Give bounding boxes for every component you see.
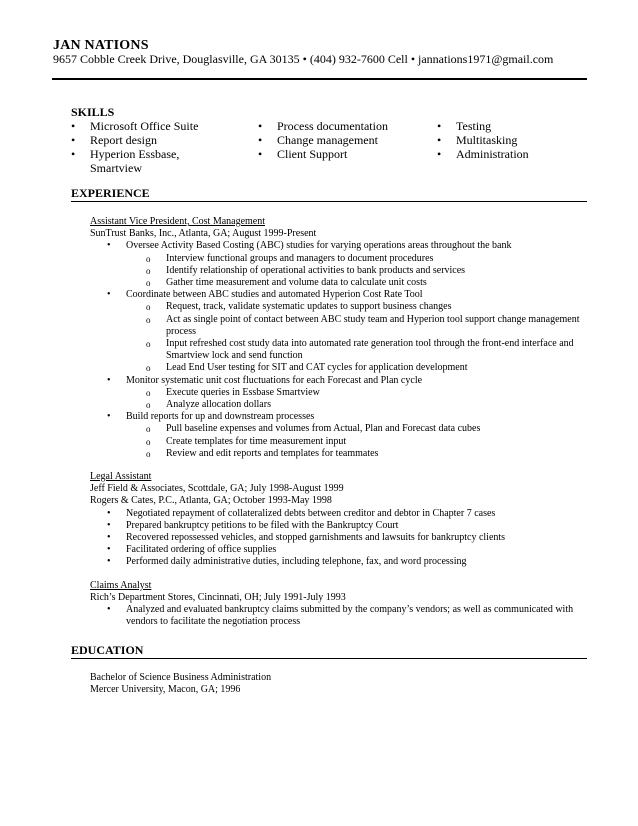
job-bullet bbox=[90, 240, 580, 252]
bullet-glyph: • bbox=[107, 544, 111, 556]
job-sub-bullet bbox=[90, 436, 580, 448]
job-bullet bbox=[90, 532, 580, 544]
sub-bullet-text: Create templates for time measurement input bbox=[166, 435, 347, 447]
bullet-text: Analyzed and evaluated bankruptcy claims submitted by the company’s vendors; as well as communicated with vendors to facilitate the negotiation process bbox=[126, 604, 574, 628]
job-title: Claims Analyst bbox=[90, 579, 152, 591]
job-sub-bullet bbox=[90, 265, 580, 277]
job-company: SunTrust Banks, Inc., Atlanta, GA; August 1999-Present bbox=[90, 228, 317, 240]
job-company: Rich’s Department Stores, Cincinnati, OH; July 1991-July 1993 bbox=[90, 591, 346, 603]
bullet-glyph: • bbox=[107, 374, 111, 386]
sub-bullet-text: Pull baseline expenses and volumes from Actual, Plan and Forecast data cubes bbox=[166, 423, 481, 435]
bullet-glyph: • bbox=[107, 532, 111, 544]
sub-bullet-glyph: o bbox=[146, 448, 151, 459]
job-bullet bbox=[90, 289, 580, 301]
sub-bullet-glyph: o bbox=[146, 278, 151, 289]
skill-item: • Report design bbox=[71, 133, 221, 147]
sub-bullet-text: Request, track, validate systematic updates to support business changes bbox=[166, 301, 452, 313]
bullet-glyph: • bbox=[107, 411, 111, 423]
job-bullet bbox=[90, 604, 580, 628]
education-divider bbox=[71, 658, 587, 659]
bullet-glyph: • bbox=[107, 519, 111, 531]
sub-bullet-text: Analyze allocation dollars bbox=[166, 399, 271, 411]
skills-heading: SKILLS bbox=[71, 105, 115, 119]
sub-bullet-text: Execute queries in Essbase Smartview bbox=[166, 386, 320, 398]
job-sub-bullet bbox=[90, 362, 580, 374]
sub-bullet-text: Gather time measurement and volume data to calculate unit costs bbox=[166, 277, 427, 289]
sub-bullet-glyph: o bbox=[146, 400, 151, 411]
job-sub-bullet bbox=[90, 338, 580, 362]
job-company: Rogers & Cates, P.C., Atlanta, GA; October 1993-May 1998 bbox=[90, 495, 332, 507]
bullet-glyph: • bbox=[107, 556, 111, 568]
job-bullet bbox=[90, 520, 580, 532]
bullet-text: Build reports for up and downstream processes bbox=[126, 411, 315, 423]
sub-bullet-glyph: o bbox=[146, 339, 151, 350]
bullet-text: Coordinate between ABC studies and automated Hyperion Cost Rate Tool bbox=[126, 289, 423, 301]
job-company: Jeff Field & Associates, Scottdale, GA; July 1998-August 1999 bbox=[90, 483, 344, 495]
sub-bullet-glyph: o bbox=[146, 302, 151, 313]
degree: Bachelor of Science Business Administration bbox=[90, 672, 272, 683]
sub-bullet-glyph: o bbox=[146, 363, 151, 374]
header-divider bbox=[52, 78, 587, 80]
skill-item: • Process documentation bbox=[258, 119, 418, 133]
sub-bullet-glyph: o bbox=[146, 424, 151, 435]
school: Mercer University, Macon, GA; 1996 bbox=[90, 684, 241, 696]
sub-bullet-glyph: o bbox=[146, 387, 151, 398]
sub-bullet-text: Review and edit reports and templates for teammates bbox=[166, 447, 379, 459]
bullet-text: Oversee Activity Based Costing (ABC) studies for varying operations areas throughout the bank bbox=[126, 240, 512, 252]
skill-item: • Change management bbox=[258, 133, 418, 147]
job-sub-bullet bbox=[90, 399, 580, 411]
job-bullet bbox=[90, 556, 580, 568]
skill-item: • Testing bbox=[437, 119, 577, 133]
skills-column-3 bbox=[437, 119, 577, 161]
bullet-text: Recovered repossessed vehicles, and stopped garnishments and lawsuits for bankruptcy clients bbox=[126, 532, 506, 544]
bullet-glyph: • bbox=[107, 240, 111, 252]
skill-item: • Microsoft Office Suite bbox=[71, 119, 221, 133]
skill-item: • Hyperion Essbase, Smartview bbox=[71, 147, 210, 175]
job-sub-bullet bbox=[90, 448, 580, 460]
experience-divider bbox=[71, 201, 587, 202]
candidate-name: JAN NATIONS bbox=[53, 38, 149, 53]
education-content bbox=[90, 672, 580, 696]
job-title: Legal Assistant bbox=[90, 471, 152, 483]
contact-line: 9657 Cobble Creek Drive, Douglasville, GA 30135 • (404) 932-7600 Cell • jannations1971@gmail.com bbox=[53, 52, 554, 66]
skill-item: • Client Support bbox=[258, 147, 418, 161]
sub-bullet-text: Act as single point of contact between ABC study team and Hyperion tool support change management process bbox=[166, 313, 580, 337]
sub-bullet-text: Interview functional groups and managers to document procedures bbox=[166, 252, 434, 264]
bullet-glyph: • bbox=[107, 604, 111, 616]
skill-item: • Multitasking bbox=[437, 133, 577, 147]
job-sub-bullet bbox=[90, 314, 580, 338]
sub-bullet-glyph: o bbox=[146, 314, 151, 325]
bullet-glyph: • bbox=[107, 289, 111, 301]
sub-bullet-text: Input refreshed cost study data into automated rate generation tool through the front-end interface and Smartview lock and send function bbox=[166, 338, 574, 362]
experience-content bbox=[90, 216, 580, 629]
experience-heading: EXPERIENCE bbox=[71, 186, 150, 200]
education-heading: EDUCATION bbox=[71, 643, 144, 657]
job-bullet bbox=[90, 375, 580, 387]
bullet-glyph: • bbox=[107, 507, 111, 519]
bullet-text: Prepared bankruptcy petitions to be filed with the Bankruptcy Court bbox=[126, 519, 399, 531]
bullet-text: Facilitated ordering of office supplies bbox=[126, 544, 277, 556]
sub-bullet-glyph: o bbox=[146, 253, 151, 264]
job-sub-bullet bbox=[90, 301, 580, 313]
sub-bullet-glyph: o bbox=[146, 436, 151, 447]
job-sub-bullet bbox=[90, 387, 580, 399]
job-sub-bullet bbox=[90, 277, 580, 289]
job-bullet bbox=[90, 508, 580, 520]
job-title: Assistant Vice President, Cost Management bbox=[90, 216, 266, 227]
skills-column-1 bbox=[71, 119, 221, 175]
bullet-text: Performed daily administrative duties, including telephone, fax, and word processing bbox=[126, 556, 467, 568]
skills-column-2 bbox=[258, 119, 418, 161]
sub-bullet-text: Lead End User testing for SIT and CAT cycles for application development bbox=[166, 362, 468, 374]
job-bullet bbox=[90, 411, 580, 423]
spacer bbox=[90, 460, 580, 471]
skill-item: • Administration bbox=[437, 147, 577, 161]
job-sub-bullet bbox=[90, 423, 580, 435]
spacer bbox=[90, 569, 580, 580]
bullet-text: Monitor systematic unit cost fluctuations for each Forecast and Plan cycle bbox=[126, 374, 423, 386]
sub-bullet-text: Identify relationship of operational activities to bank products and services bbox=[166, 264, 466, 276]
job-sub-bullet bbox=[90, 253, 580, 265]
sub-bullet-glyph: o bbox=[146, 265, 151, 276]
job-bullet bbox=[90, 544, 580, 556]
bullet-text: Negotiated repayment of collateralized debts between creditor and debtor in Chapter 7 cases bbox=[126, 507, 496, 519]
